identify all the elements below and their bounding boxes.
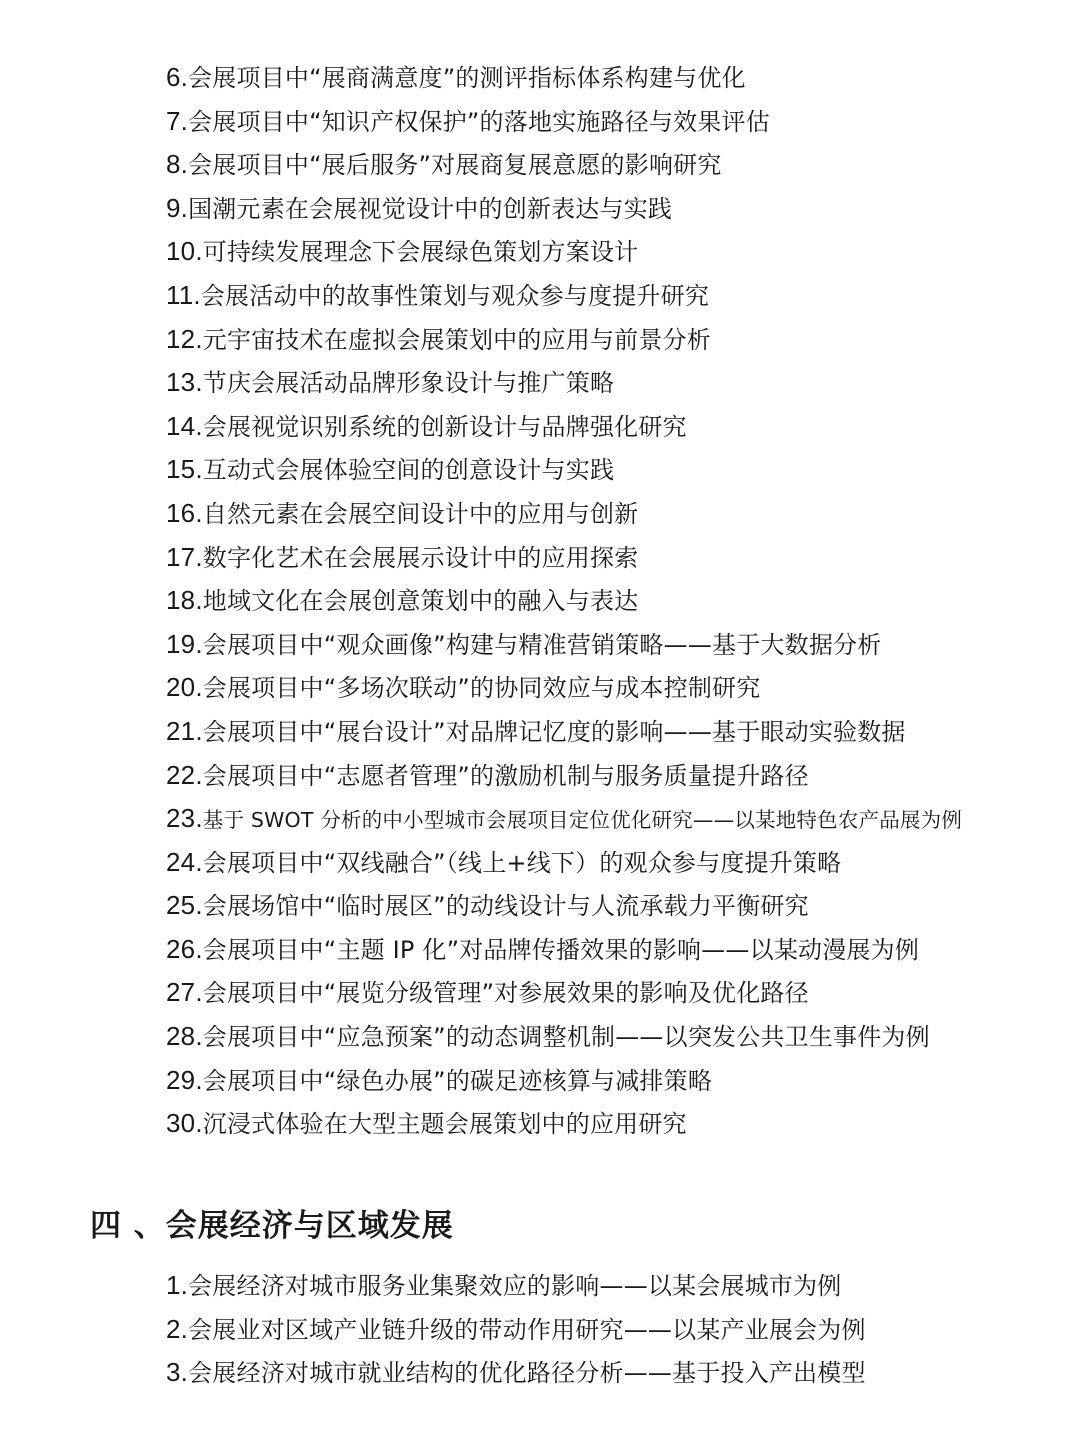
item-number: 24. [166, 846, 203, 877]
item-number: 28. [166, 1021, 203, 1052]
list-item [166, 1264, 1046, 1308]
item-number: 13. [166, 367, 203, 398]
item-text: 元宇宙技术在虚拟会展策划中的应用与前景分析 [202, 325, 711, 354]
item-number: 27. [166, 977, 203, 1008]
item-text: 会展项目中“展览分级管理”对参展效果的影响及优化路径 [202, 979, 809, 1008]
item-text: 会展项目中“知识产权保护”的落地实施路径与效果评估 [188, 107, 770, 136]
item-text: 自然元素在会展空间设计中的应用与创新 [202, 499, 639, 528]
item-text: 会展项目中“观众画像”构建与精准营销策略——基于大数据分析 [202, 630, 882, 659]
list-item [166, 492, 1046, 536]
list-item [166, 579, 1046, 623]
item-number: 22. [166, 759, 203, 790]
list-item [166, 318, 1046, 362]
item-number: 20. [166, 672, 203, 703]
item-number: 14. [166, 410, 203, 441]
item-text: 会展项目中“展台设计”对品牌记忆度的影响——基于眼动实验数据 [202, 717, 906, 746]
item-text: 会展场馆中“临时展区”的动线设计与人流承载力平衡研究 [202, 892, 809, 921]
item-text: 会展活动中的故事性策划与观众参与度提升研究 [200, 281, 710, 310]
item-text: 地域文化在会展创意策划中的融入与表达 [202, 587, 639, 616]
section-heading: 四 、会展经济与区域发展 [90, 1208, 454, 1244]
item-number: 9. [166, 192, 189, 223]
item-number: 7. [166, 105, 189, 136]
item-text: 会展项目中“展后服务”对展商复展意愿的影响研究 [188, 151, 722, 180]
list-item [166, 361, 1046, 405]
item-text: 国潮元素在会展视觉设计中的创新表达与实践 [188, 194, 673, 223]
item-number: 18. [166, 585, 203, 616]
item-text: 会展经济对城市服务业集聚效应的影响——以某会展城市为例 [188, 1272, 842, 1300]
item-text: 会展项目中“志愿者管理”的激励机制与服务质量提升路径 [202, 761, 809, 790]
item-number: 16. [166, 497, 203, 528]
item-text: 互动式会展体验空间的创意设计与实践 [202, 456, 615, 485]
item-number: 25. [166, 890, 203, 921]
list-item [166, 928, 1046, 972]
item-number: 8. [166, 149, 189, 180]
item-text: 会展经济对城市就业结构的优化路径分析——基于投入产出模型 [188, 1359, 866, 1388]
item-text: 会展项目中“应急预案”的动态调整机制——以突发公共卫生事件为例 [202, 1023, 930, 1052]
item-text: 基于 SWOT 分析的中小型城市会展项目定位优化研究——以某地特色农产品展为例 [202, 808, 963, 833]
item-text: 沉浸式体验在大型主题会展策划中的应用研究 [202, 1110, 687, 1139]
item-number: 19. [166, 628, 203, 659]
item-number: 6. [166, 62, 189, 92]
list-item [166, 100, 1046, 144]
item-text: 会展业对区域产业链升级的带动作用研究——以某产业展会为例 [188, 1315, 866, 1344]
item-number: 26. [166, 933, 203, 964]
list-item [166, 187, 1046, 231]
item-text: 会展项目中“多场次联动”的协同效应与成本控制研究 [202, 674, 761, 703]
list-item [166, 230, 1046, 274]
list-item [166, 971, 1046, 1015]
list-item [166, 1351, 1046, 1395]
item-number: 17. [166, 541, 203, 572]
item-number: 10. [166, 236, 203, 267]
list-item [166, 405, 1046, 449]
topic-list-continued [166, 56, 1046, 1146]
item-text: 会展项目中“绿色办展”的碳足迹核算与减排策略 [202, 1066, 713, 1095]
item-number: 1. [166, 1270, 189, 1300]
item-number: 15. [166, 454, 203, 485]
list-item [166, 1059, 1046, 1103]
list-item [166, 797, 1046, 841]
topic-list-section-four [166, 1264, 1046, 1395]
item-text: 会展项目中“双线融合”（线上+线下）的观众参与度提升策略 [202, 848, 842, 877]
item-number: 21. [166, 715, 203, 746]
item-text: 会展项目中“主题 IP 化”对品牌传播效果的影响——以某动漫展为例 [202, 935, 920, 964]
list-item [166, 710, 1046, 754]
list-item [166, 56, 1046, 100]
list-item [166, 1102, 1046, 1146]
list-item [166, 884, 1046, 928]
item-number: 23. [166, 803, 203, 834]
item-number: 30. [166, 1108, 203, 1139]
list-item [166, 274, 1046, 318]
list-item [166, 623, 1046, 667]
list-item [166, 1015, 1046, 1059]
item-text: 可持续发展理念下会展绿色策划方案设计 [202, 238, 639, 267]
item-text: 数字化艺术在会展展示设计中的应用探索 [202, 543, 639, 572]
list-item [166, 754, 1046, 798]
list-item [166, 1308, 1046, 1352]
list-item [166, 536, 1046, 580]
item-number: 2. [166, 1313, 189, 1344]
list-item [166, 666, 1046, 710]
item-text: 会展项目中“展商满意度”的测评指标体系构建与优化 [188, 64, 746, 92]
list-item [166, 841, 1046, 885]
item-number: 12. [166, 323, 203, 354]
item-number: 29. [166, 1064, 203, 1095]
list-item [166, 143, 1046, 187]
item-number: 11. [166, 279, 201, 310]
item-number: 3. [166, 1357, 189, 1388]
item-text: 会展视觉识别系统的创新设计与品牌强化研究 [202, 412, 687, 441]
list-item [166, 448, 1046, 492]
item-text: 节庆会展活动品牌形象设计与推广策略 [202, 369, 615, 398]
